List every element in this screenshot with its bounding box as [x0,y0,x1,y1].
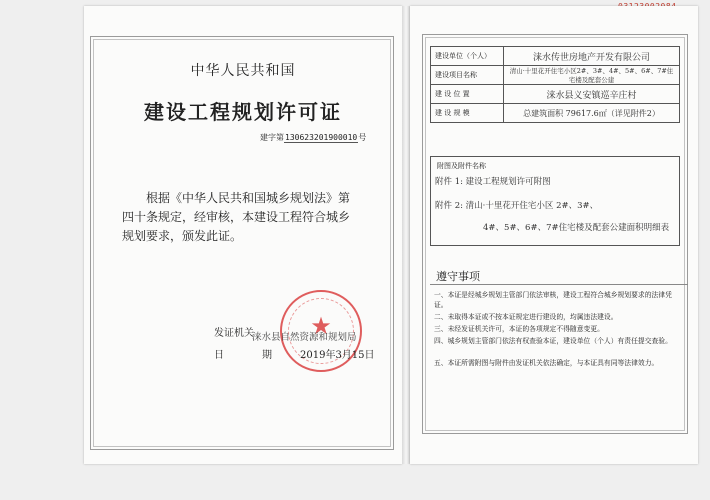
table-row [431,66,680,85]
cert-no-suffix: 号 [358,133,367,142]
rules-divider [430,284,688,285]
rule-item: 二、未取得本证或不按本证规定进行建设的，均属违法建设。 [434,313,618,321]
rule-item: 三、未经发证机关许可，本证的各项规定不得随意变更。 [434,325,604,333]
permit-cover-page [84,6,402,464]
permit-statement: 根据《中华人民共和国城乡规划法》第四十条规定，经审核，本建设工程符合城乡规划要求，颁发此证。 [122,191,351,243]
cert-no-value: 130623201900010 [285,133,358,142]
issuer-name: 涞水县自然资源和规划局 [252,332,357,343]
seal-star-icon: ★ [310,312,332,340]
rule-item: 五、本证所需附图与附件由发证机关依法确定，与本证具有同等法律效力。 [434,359,659,367]
date-label-qi: 期 [262,350,272,361]
cert-no-label: 建字第 [260,133,284,142]
row-label: 建 设 规 模 [431,104,504,123]
annex-item: 附件 1: 建设工程规划许可附图 [435,177,551,187]
issuer-label: 发证机关 [214,328,254,339]
annex-item: 附件 2: 清山·十里花开住宅小区 2#、3#、 [435,201,599,211]
row-value: 涞水传世房地产开发有限公司 [504,47,680,66]
issue-date: 2019年3月15日 [300,350,375,361]
permit-title: 建设工程规划许可证 [144,100,342,124]
row-value: 总建筑面积 79617.6㎡（详见附件2） [504,104,680,123]
annex-label: 附图及附件名称 [437,162,486,170]
date-label-ri: 日 [214,350,224,361]
table-row [431,104,680,123]
issue-date-row [214,346,375,361]
row-label: 建 设 位 置 [431,85,504,104]
annex-section [430,156,680,246]
certificate-number [260,132,366,143]
country-name: 中华人民共和国 [190,63,296,79]
rule-item: 四、城乡规划主管部门依法有权查验本证，建设单位（个人）有责任提交查验。 [434,337,672,345]
permit-details-page [410,6,698,464]
rule-item: 一、本证是经城乡规划主管部门依法审核，建设工程符合城乡规划要求的法律凭证。 [434,291,672,309]
center-fold [402,6,410,464]
rules-title: 遵守事项 [436,270,480,283]
row-label: 建设项目名称 [431,66,504,85]
annex-item: 4#、5#、6#、7#住宅楼及配套公建面积明细表 [483,223,670,233]
table-row [431,47,680,66]
row-label: 建设单位（个人） [431,47,504,66]
row-value: 清山·十里花开住宅小区2#、3#、4#、5#、6#、7#住宅楼及配套公建 [504,66,680,85]
project-info-table [430,46,680,123]
row-value: 涞水县义安镇巡辛庄村 [504,85,680,104]
table-row [431,85,680,104]
